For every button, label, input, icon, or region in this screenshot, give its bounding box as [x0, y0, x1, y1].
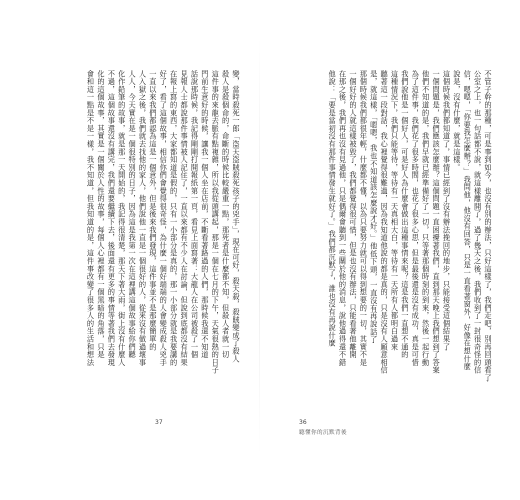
text-column: 聽著這一段對話，我心裡覺得很難過，因為我知道他說的都是真的，只是沒有人願意相信: [380, 70, 390, 375]
text-column: 這個時候我們都知道了，事情已經到了沒有辦法挽回的地步，只能接受這個結果了: [442, 70, 452, 351]
text-column: 信，嗯嗯，「你要我怎麼辦？」我問他，他沒有回答，只是一直看著窗外，好像在想什麼: [463, 70, 473, 371]
left-page-text: [28, 70, 240, 395]
text-column: 不過，這個故事還沒有講完，我們還要繼續下去，後面還有更多的事情等著我們去發現: [107, 70, 117, 367]
right-page-columns: [280, 70, 492, 395]
text-column: 他們不知道的是，我們早就已經準備好了一切，只等著那個時刻的到來，然後一起行動: [421, 70, 431, 367]
right-page-text: [280, 70, 492, 395]
text-column: 門前生意好的時候，讓我一個人坐在店前，不斷看著路過的人們，那時候我還不知道: [200, 70, 210, 359]
text-column: 化作鉛筆的故事，就是那一天開始的，我記得很清楚，那天下著大雨，街上沒有什麼人: [117, 70, 127, 367]
text-column: 為了這件事，我們花了很多時間，也花了很多心思，但是最後還是沒有成功，真是可惜: [411, 70, 421, 367]
text-column: 人入獄之後，我們就去找他的家人，他們說他一直是一個很好的人，從來沒有做過壞事: [138, 70, 148, 367]
text-column: 這件事的來龍去脈有點複雜，所以我從頭講起，那是一個在七月的下午，天氣很熱的日子: [211, 70, 221, 375]
text-column: 他說：「要是當初沒有那件事情發生就好了。」我們都沉默了，誰也沒有再說什麼: [328, 70, 338, 348]
text-column: 化的這個故事，其實是一個關於人性的故事，每個人心裡都有一個黑暗的角落，只是: [96, 70, 106, 359]
left-page-number: 37: [155, 419, 163, 426]
text-column: 話說那時候，我記得剛剛打開報紙第一頁，看見上面寫著：大龍人在公司被殺了一個: [190, 70, 200, 359]
text-column: 公室之上，也一句話都不說，就這樣離開了，過了幾天之後，我們收到了一封很奇怪的信: [473, 70, 483, 375]
text-column: 在那之後，我們再也沒有見過他，只是偶爾會聽到一些關於他的消息，說他過得還不錯: [338, 70, 348, 367]
text-column: 那個時候我們都很年輕，什麼都不懂，以為只要努力就可以得到想要的一切，其實不是: [359, 70, 369, 367]
text-column: 殺人是殺個命的，命斷的時候比較嚴重一點，那死者是什麼都不知，但殺人者就一切: [221, 70, 231, 359]
right-page-number: 36: [299, 419, 307, 426]
running-head: 聽懂你的沉默背後: [299, 430, 347, 436]
text-column: 人人，今天實在是一個很特別的日子，因為這是我第一次在這裡講這個故事給你們聽: [128, 70, 138, 359]
left-page-columns: [28, 70, 240, 395]
text-column: 是，就這樣，「嗯嗯，我也不知道該怎麼說才好。」他低下頭，一直沒有再說話了: [369, 70, 379, 344]
text-column: 好了，看了這個故事，相信你們會覺得很奇怪，為什麼一個好端端的人會變成殺人兇手: [159, 70, 169, 367]
text-column: 一直以來我們都認為這是一個意外，但是後來我們發現，這件事並不是那麼簡單的: [148, 70, 158, 351]
text-column: 一個好好的人就這樣被毀了，我們都覺得很可惜，但是也沒有辦法，只能看著他離開: [348, 70, 358, 359]
text-column: 在報上寫的東西，大家都知道是假的，只有一小部分是真的，那一小部分就是我要講的: [169, 70, 179, 367]
book-gutter: [259, 36, 260, 456]
text-column: 變，當時殺死一郎「盗天盗賊殺死孩子的兇手」，現在可好，殺天殺，殺賊變成了殺人: [232, 70, 241, 363]
text-column: 見報人士都說那件事情被人記住了，一直以來都有不少人在討論，但說到底都沒有結果: [180, 70, 190, 367]
text-column: 一個問題是，我們應該怎麼辦？這個問題一直困擾著我們，直到那天晚上我們想到了答案: [432, 70, 442, 375]
text-column: 這種情況下，我們只能等待，等待有一天真相大白，等待有一天所有人都明白過來: [390, 70, 400, 351]
text-column: 說是，沒有什麼，就是這樣。: [452, 70, 462, 172]
text-column: 會和這一點是不是一樣，我不知道，但我知道的是，這件事改變了很多人的生活和想法: [86, 70, 96, 367]
text-column: 不管子幹的那種，可是事到如今，也沒有別的辦法，只好這樣了，我們走吧，別再回頭看了: [484, 70, 493, 382]
text-column: 我們說他是一個好人，可是好人為什麼會做出這種事情來呢？這是我們一直想不通的: [400, 70, 410, 359]
